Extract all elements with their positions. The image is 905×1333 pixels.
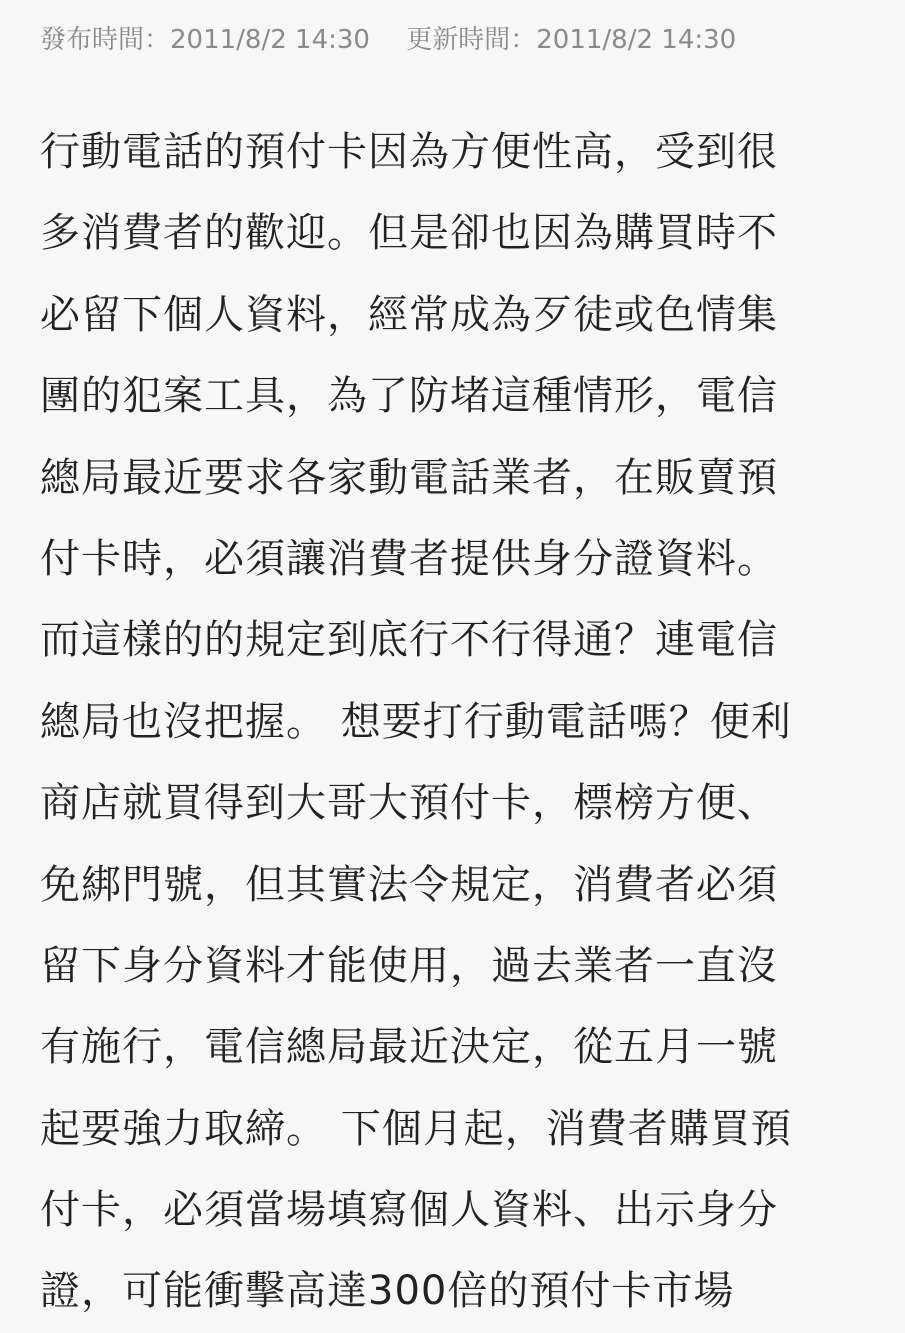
article-line: 而這樣的的規定到底行不行得通？連電信 xyxy=(40,617,778,664)
article-line: 付卡，必須當場填寫個人資料、出示身分 xyxy=(40,1187,778,1234)
article-line: 多消費者的歡迎。但是卻也因為購買時不 xyxy=(40,210,778,257)
article-line: 證，可能衝擊高達300倍的預付卡市場 xyxy=(40,1268,735,1315)
article-line: 起要強力取締。 下個月起，消費者購買預 xyxy=(40,1105,792,1152)
article-body xyxy=(40,112,880,1333)
article-line: 團的犯案工具，為了防堵這種情形，電信 xyxy=(40,373,778,420)
article-line: 行動電話的預付卡因為方便性高，受到很 xyxy=(40,129,778,175)
article-line: 免綁門號，但其實法令規定，消費者必須 xyxy=(40,861,778,908)
published-time: 發布時間：2011/8/2 14:30 xyxy=(40,25,370,55)
article-line: 有施行，電信總局最近決定，從五月一號 xyxy=(40,1024,778,1071)
updated-time: 更新時間：2011/8/2 14:30 xyxy=(406,25,737,55)
article-line: 商店就買得到大哥大預付卡，標榜方便、 xyxy=(40,780,778,827)
article-line: 總局也沒把握。 想要打行動電話嗎？便利 xyxy=(40,698,792,745)
article-meta xyxy=(40,20,736,60)
article-line: 付卡時，必須讓消費者提供身分證資料。 xyxy=(40,535,778,582)
article-line: 總局最近要求各家動電話業者，在販賣預 xyxy=(40,454,778,501)
article-line: 留下身分資料才能使用，過去業者一直沒 xyxy=(40,942,778,989)
article-line: 必留下個人資料，經常成為歹徒或色情集 xyxy=(40,291,778,338)
